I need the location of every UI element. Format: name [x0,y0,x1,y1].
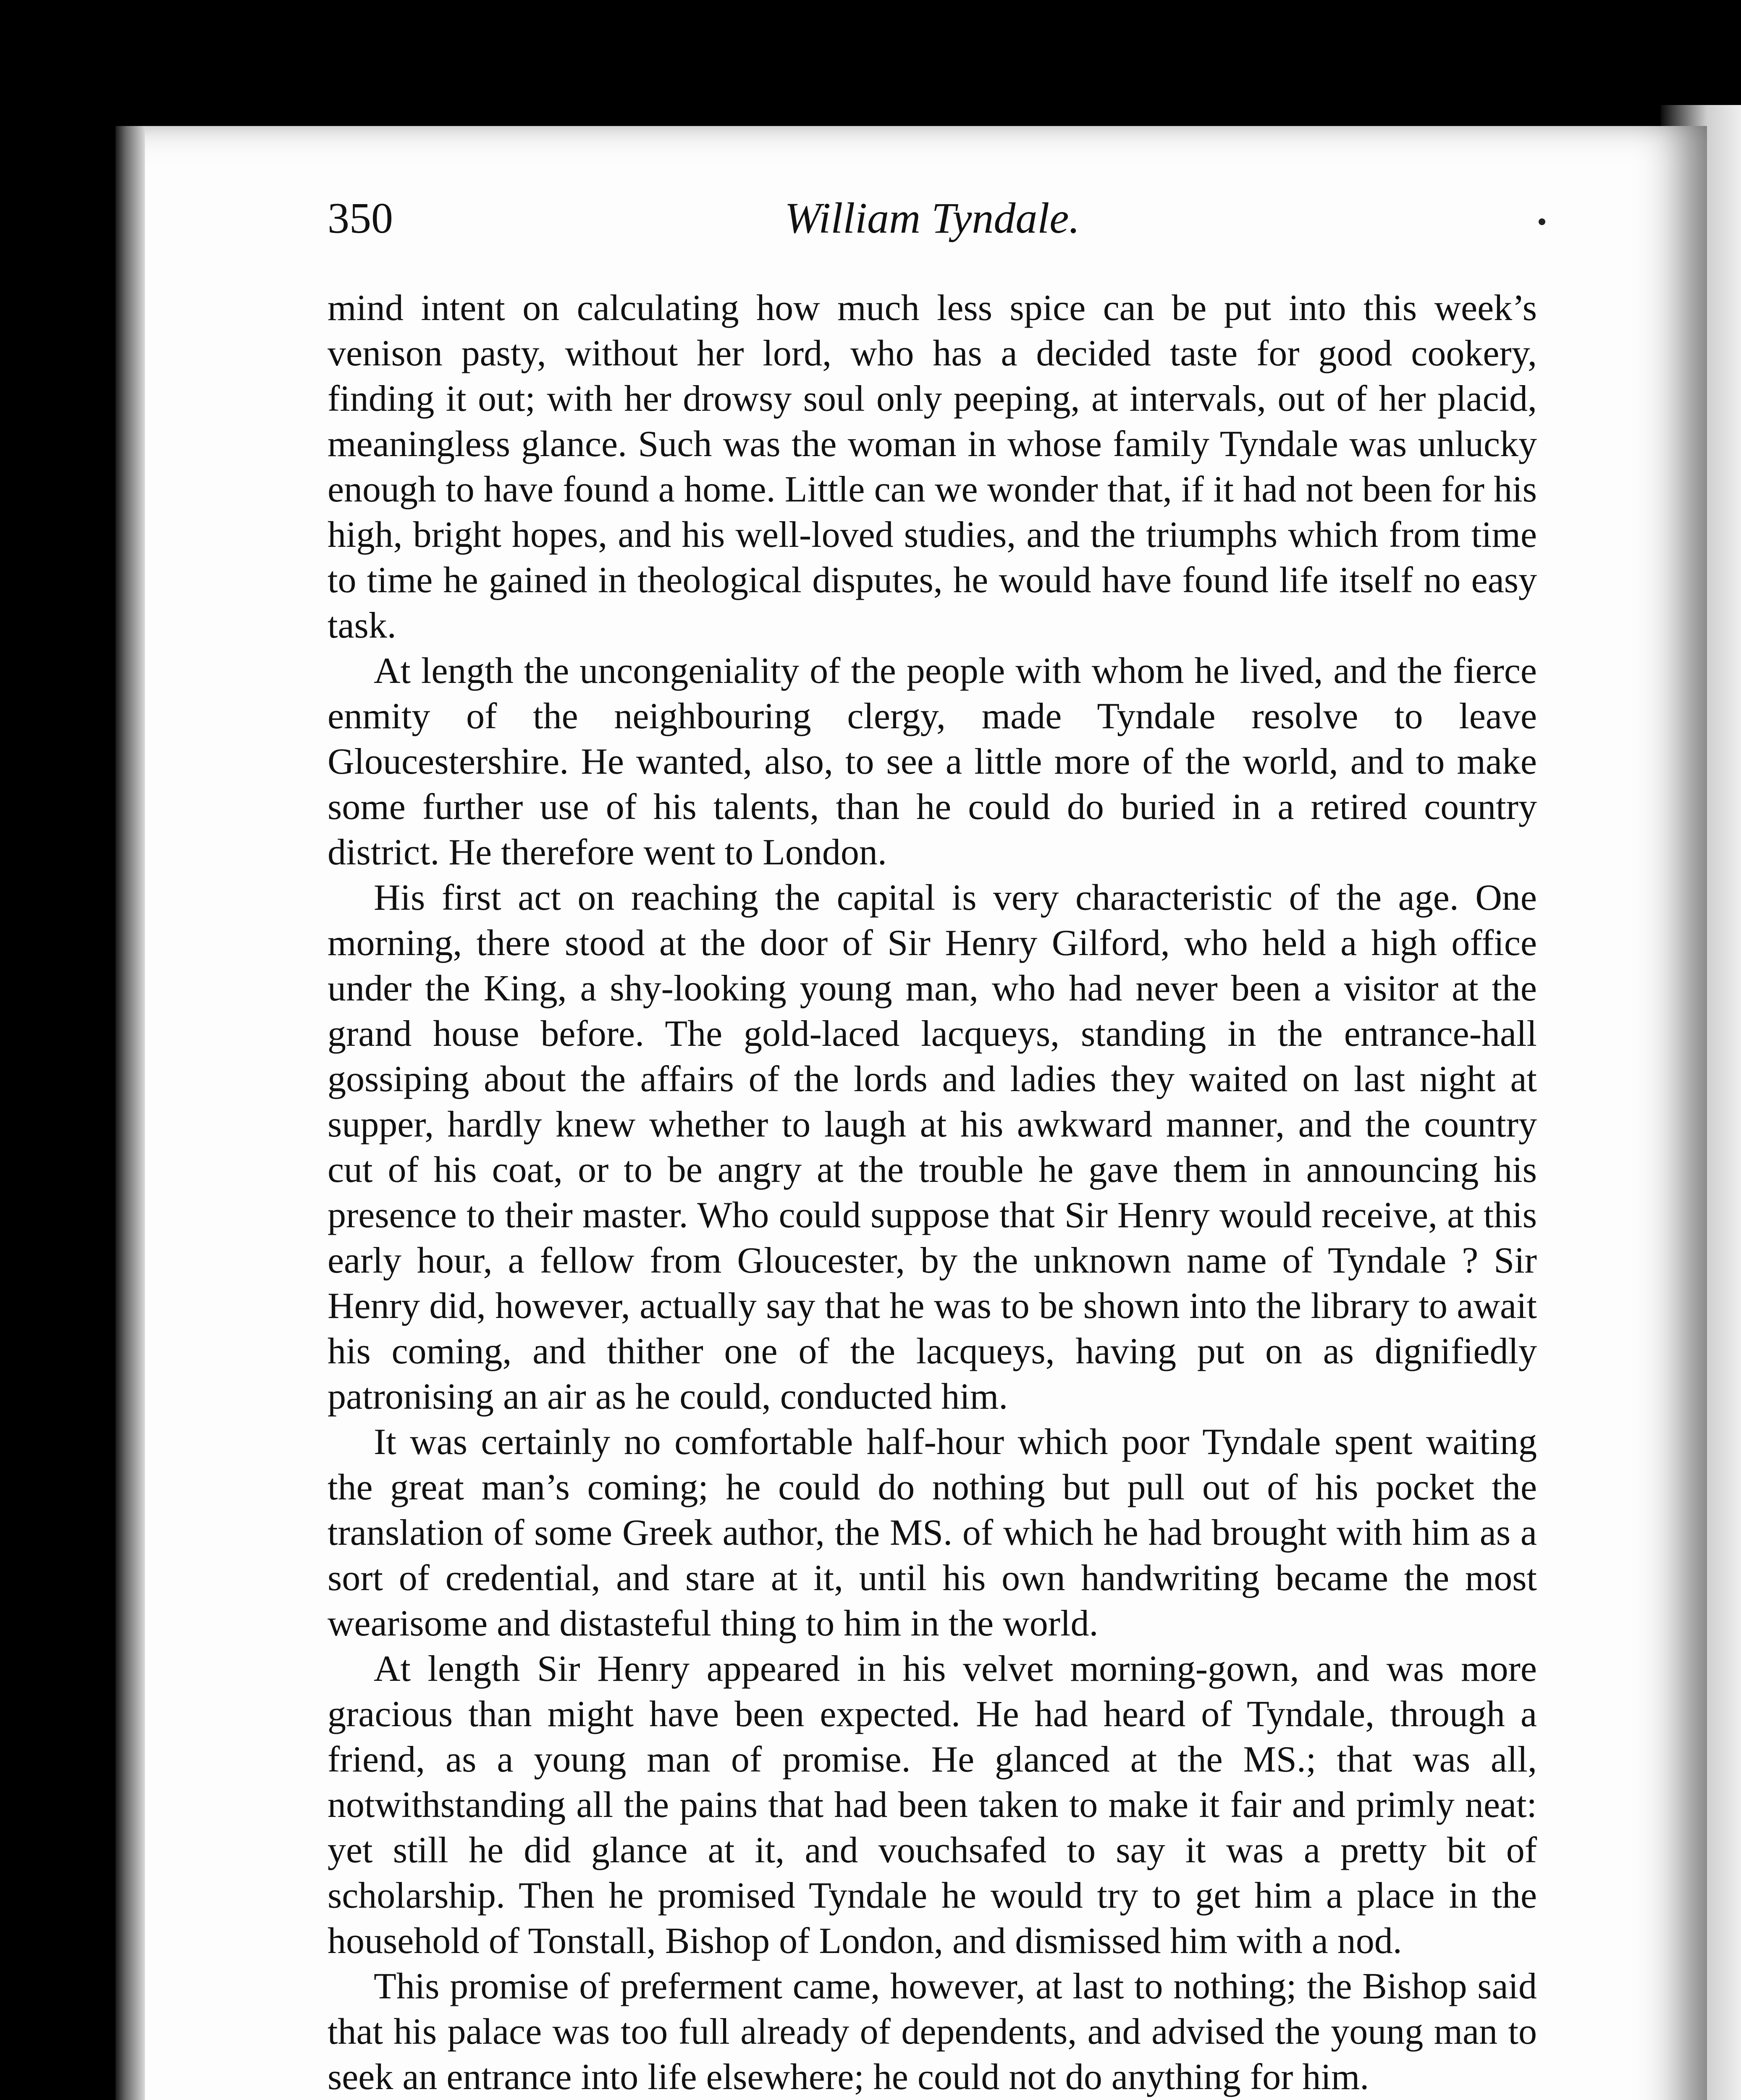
running-title: William Tyndale. [784,194,1080,242]
paragraph: mind intent on calculating how much less spice can be put into this week’s venison pasty, without her lord, who has a decided taste for good cookery, finding it out; with her drowsy soul only peeping, at intervals, out of her placid, meaningless glance. Such was the woman in whose family Tyndale was unlucky enough to have found a home. Little can we wonder that, if it had not been for his high, bright hopes, and his well-loved studies, and the triumphs which from time to time he gained in theological disputes, he would have found life itself no easy task. [328,288,1537,646]
paragraph: At length Sir Henry appeared in his velvet morning-gown, and was more gracious than might have been expected. He had heard of Tyndale, through a friend, as a young man of promise. He glanced at the MS.; that was all, notwithstanding all the pains that had been taken to make it fair and primly neat: yet still he did glance at it, and vouchsafed to say it was a pretty bit of scholarship. Then he promised Tyndale he would try to get him a place in the household of Tonstall, Bishop of London, and dismissed him with a nod. [328,1648,1537,1961]
page-header [328,193,1537,260]
paragraph: It was certainly no comfortable half-hour which poor Tyndale spent waiting the great man’s coming; he could do nothing but pull out of his pocket the translation of some Greek author, the MS. of which he had brought with him as a sort of credential, and stare at it, until his own handwriting became the most wearisome and distasteful thing to him in the world. [328,1422,1537,1644]
body-text [328,286,1537,2100]
ink-speck [1539,218,1545,225]
page-gutter-shadow [115,126,145,2100]
paragraph: This promise of preferment came, however, at last to nothing; the Bishop said that his palace was too full already of dependents, and advised the young man to seek an entrance into life elsewhere; he could not do anything for him. [328,1966,1537,2097]
paragraph: His first act on reaching the capital is very characteristic of the age. One morning, there stood at the door of Sir Henry Gilford, who held a high office under the King, a shy-looking young man, who had never been a visitor at the grand house before. The gold-laced lacqueys, standing in the entrance-hall gossiping about the affairs of the lords and ladies they waited on last night at supper, hardly knew whether to laugh at his awkward manner, and the country cut of his coat, or to be angry at the trouble he gave them in announcing his presence to their master. Who could suppose that Sir Henry would receive, at this early hour, a fellow from Gloucester, by the unknown name of Tyndale ? Sir Henry did, however, actually say that he was to be shown into the library to await his coming, and thither one of the lacqueys, having put on as dignifiedly patronising an air as he could, conducted him. [328,877,1537,1417]
paragraph: At length the uncongeniality of the people with whom he lived, and the fierce enmity of the neighbouring clergy, made Tyndale resolve to leave Gloucestershire. He wanted, also, to see a little more of the world, and to make some further use of his talents, than he could do buried in a retired country district. He therefore went to London. [328,651,1537,873]
page-number: 350 [328,194,393,242]
